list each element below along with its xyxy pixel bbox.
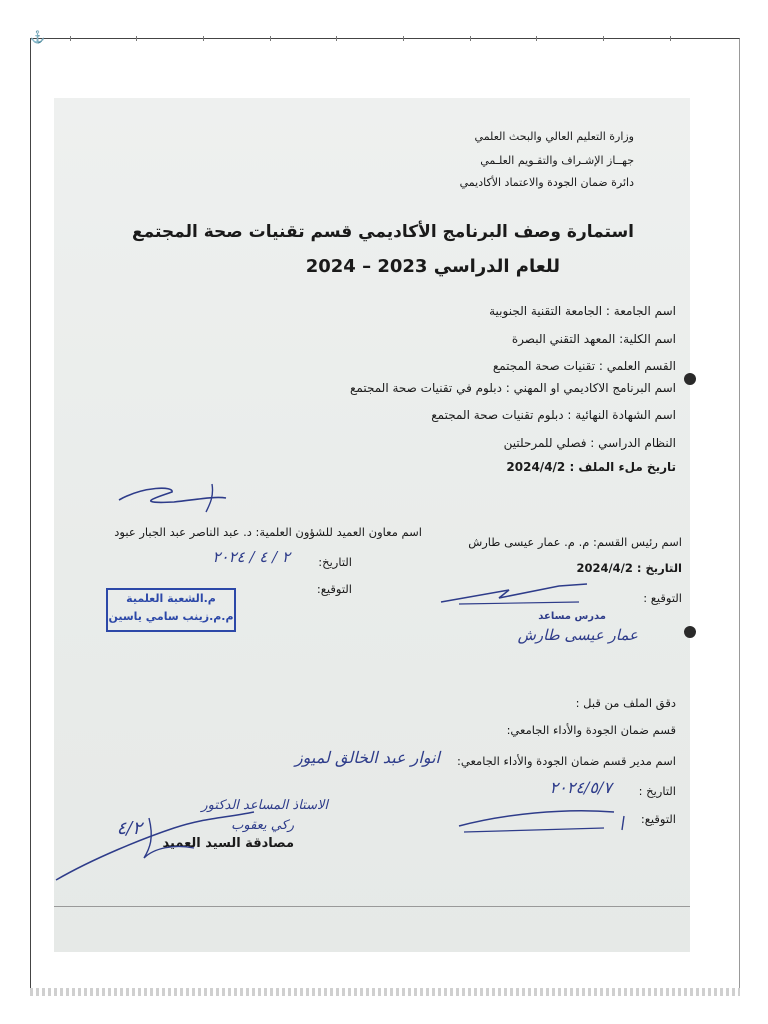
stamp-line-2: م.م.زينب سامي ياسين (108, 610, 234, 623)
quality-checked-by: دقق الملف من قبل : (575, 696, 676, 710)
assistant-dean-date-label: التاريخ: (318, 555, 352, 569)
dean-handwritten-date: ٤/٢ (116, 818, 142, 839)
info-fill-date: تاريخ ملء الملف : 2024/4/2 (506, 460, 676, 474)
quality-signature (454, 804, 644, 834)
ruler-tick (203, 36, 204, 41)
ruler-tick (336, 36, 337, 41)
stamp-line-1: م.الشعبة العلمية (126, 592, 216, 605)
ruler-tick (536, 36, 537, 41)
assistant-dean-date: ٢ / ٤ / ٢٠٢٤ (212, 548, 290, 566)
academic-year: للعام الدراسي 2023 – 2024 (305, 256, 560, 277)
page-bottom-edge (30, 988, 740, 996)
form-title: استمارة وصف البرنامج الأكاديمي قسم تقنيات صحة المجتمع (131, 222, 634, 242)
science-division-stamp (106, 588, 236, 632)
anchor-icon[interactable]: ⚓ (30, 30, 45, 44)
ruler-tick (403, 36, 404, 41)
dean-signature (54, 788, 294, 888)
info-university: اسم الجامعة : الجامعة التقنية الجنوبية (489, 304, 676, 318)
document-photo (54, 98, 690, 952)
head-of-dept-signature (439, 576, 589, 606)
info-certificate: اسم الشهادة النهائية : دبلوم تقنيات صحة المجتمع (431, 408, 676, 422)
head-of-dept-handwritten-name: عمار عيسى طارش (517, 626, 638, 644)
ruler-tick (470, 36, 471, 41)
quality-division: قسم ضمان الجودة والأداء الجامعي: (506, 723, 676, 737)
page-divider (54, 906, 690, 907)
ministry-name: وزارة التعليم العالي والبحث العلمي (474, 130, 634, 143)
ruler-tick (670, 36, 671, 41)
ruler-tick (70, 36, 71, 41)
dean-handwritten-name: ركي يعقوب (231, 818, 294, 833)
info-program: اسم البرنامج الاكاديمي او المهني : دبلوم في تقنيات صحة المجتمع (350, 381, 676, 395)
head-of-dept-name: اسم رئيس القسم: م. م. عمار عيسى طارش (468, 535, 682, 549)
quality-manager-label: اسم مدير قسم ضمان الجودة والأداء الجامعي: (457, 754, 676, 768)
agency-name: جهــاز الإشـراف والتقـويم العلـمي (480, 154, 634, 167)
info-department: القسم العلمي : تقنيات صحة المجتمع (492, 359, 676, 373)
dean-handwritten-title: الاستاذ المساعد الدكتور (201, 798, 328, 813)
info-college: اسم الكلية: المعهد التقني البصرة (511, 332, 676, 346)
signature-scribble (114, 478, 234, 518)
ruler-tick (603, 36, 604, 41)
quality-date-label: التاريخ : (638, 784, 676, 798)
ruler-tick (270, 36, 271, 41)
department-name: دائرة ضمان الجودة والاعتماد الأكاديمي (459, 176, 634, 189)
head-of-dept-signature-label: التوقيع : (643, 591, 682, 605)
head-of-dept-date: التاريخ : 2024/4/2 (576, 561, 682, 575)
ruler-tick (136, 36, 137, 41)
quality-manager-handwritten: انوار عبد الخالق لميوز (294, 748, 440, 767)
head-of-dept-title-stamp: مدرس مساعد (538, 611, 606, 622)
quality-date: ٢٠٢٤/٥/٧ (549, 778, 612, 797)
quality-signature-label: التوقيع: (640, 812, 676, 826)
assistant-dean-name: اسم معاون العميد للشؤون العلمية: د. عبد الناصر عبد الجبار عبود (114, 525, 422, 539)
punch-hole (684, 373, 696, 385)
dean-approval-label: مصادقة السيد العميد (162, 836, 294, 851)
punch-hole (684, 626, 696, 638)
assistant-dean-signature-label: التوقيع: (316, 582, 352, 596)
info-study-system: النظام الدراسي : فصلي للمرحلتين (503, 436, 676, 450)
